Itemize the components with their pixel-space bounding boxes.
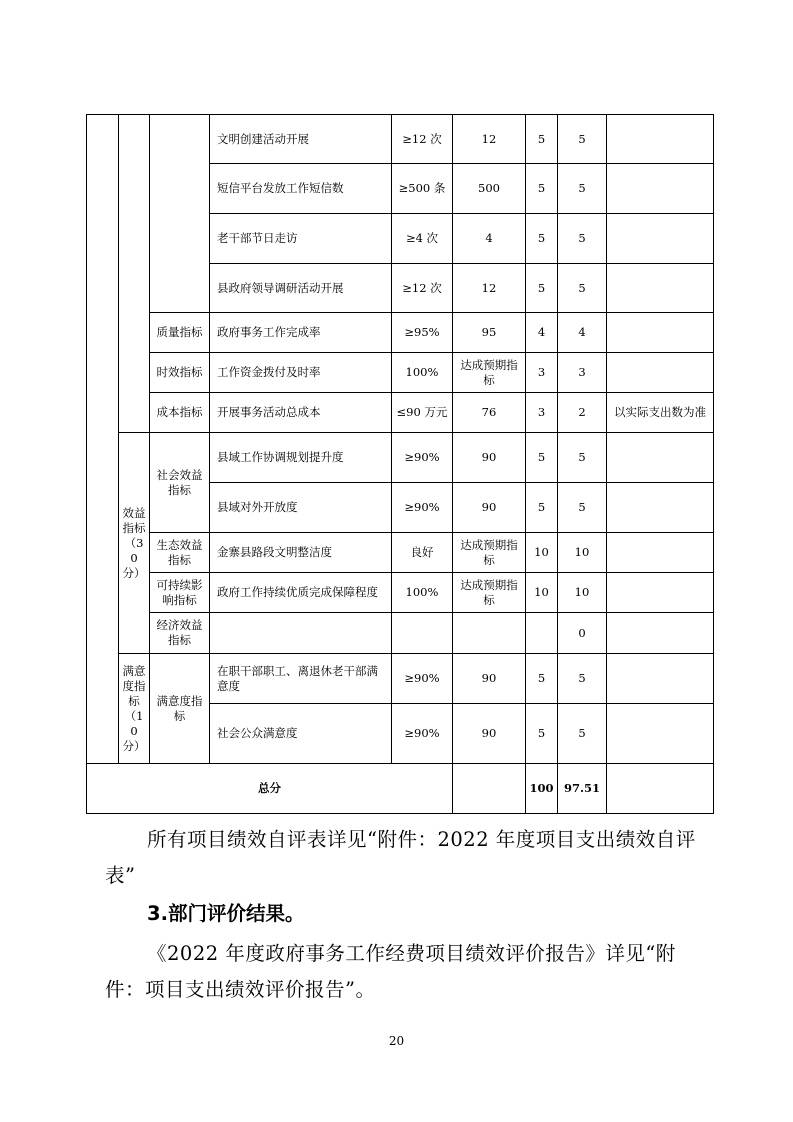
table-row (87, 654, 714, 704)
indicator-cell: 县域对外开放度 (210, 483, 392, 533)
section-heading: 3.部门评价结果。 (147, 902, 305, 925)
score-cell: 5 (558, 164, 607, 214)
table-row (87, 533, 714, 573)
indicator-cell: 工作资金拨付及时率 (210, 353, 392, 393)
target-cell (392, 613, 453, 654)
total-label: 总分 (87, 764, 453, 814)
satisfaction-group-cell: 满意度指标（10分） (119, 654, 150, 764)
target-cell: ≥90% (392, 433, 453, 483)
benefit-group-cell: 效益指标（30分） (119, 433, 150, 654)
sub-indicator-cell: 社会效益指标 (150, 433, 210, 533)
performance-table (86, 114, 714, 814)
remark-cell (607, 533, 714, 573)
total-remark-cell (607, 764, 714, 814)
remark-cell (607, 164, 714, 214)
remark-cell (607, 613, 714, 654)
target-cell: ≥12 次 (392, 115, 453, 164)
actual-cell: 76 (453, 393, 526, 433)
score-cell: 5 (558, 214, 607, 264)
indicator-cell: 县政府领导调研活动开展 (210, 264, 392, 313)
score-cell: 0 (558, 613, 607, 654)
paragraph-appendix-note (105, 822, 705, 894)
actual-cell: 90 (453, 483, 526, 533)
score-cell: 10 (558, 533, 607, 573)
weight-cell: 3 (526, 353, 558, 393)
remark-cell (607, 704, 714, 764)
weight-cell: 5 (526, 115, 558, 164)
indicator-cell (210, 613, 392, 654)
sub-indicator-cell: 成本指标 (150, 393, 210, 433)
actual-cell: 90 (453, 654, 526, 704)
remark-cell (607, 313, 714, 353)
total-actual-cell (453, 764, 526, 814)
weight-cell: 5 (526, 704, 558, 764)
paragraph-report-note (105, 936, 705, 1008)
sub-indicator-cell: 可持续影响指标 (150, 573, 210, 613)
actual-cell: 12 (453, 264, 526, 313)
sub-indicator-cell: 满意度指标 (150, 654, 210, 764)
score-cell: 5 (558, 654, 607, 704)
target-cell: ≥500 条 (392, 164, 453, 214)
sub-indicator-cell (150, 115, 210, 313)
paragraph-text: 所有项目绩效自评表详见“附件：2022 年度项目支出绩效自评表” (105, 828, 696, 887)
indicator-cell: 短信平台发放工作短信数 (210, 164, 392, 214)
table-row (87, 613, 714, 654)
weight-cell: 5 (526, 654, 558, 704)
indicator-cell: 开展事务活动总成本 (210, 393, 392, 433)
indicator-cell: 老干部节日走访 (210, 214, 392, 264)
target-cell: ≥90% (392, 654, 453, 704)
table-row (87, 313, 714, 353)
score-cell: 5 (558, 704, 607, 764)
target-cell: ≤90 万元 (392, 393, 453, 433)
table-row (87, 353, 714, 393)
level1-cell (87, 115, 119, 764)
actual-cell: 90 (453, 433, 526, 483)
remark-cell (607, 214, 714, 264)
sub-indicator-cell: 时效指标 (150, 353, 210, 393)
actual-cell: 达成预期指标 (453, 353, 526, 393)
score-cell: 4 (558, 313, 607, 353)
total-score: 97.51 (558, 764, 607, 814)
actual-cell: 达成预期指标 (453, 573, 526, 613)
score-cell: 3 (558, 353, 607, 393)
target-cell: ≥4 次 (392, 214, 453, 264)
table-row (87, 115, 714, 164)
table-row (87, 433, 714, 483)
total-row (87, 764, 714, 814)
total-weight: 100 (526, 764, 558, 814)
indicator-cell: 政府工作持续优质完成保障程度 (210, 573, 392, 613)
target-cell: ≥95% (392, 313, 453, 353)
indicator-cell: 社会公众满意度 (210, 704, 392, 764)
remark-cell: 以实际支出数为准 (607, 393, 714, 433)
score-cell: 10 (558, 573, 607, 613)
score-cell: 5 (558, 483, 607, 533)
score-cell: 5 (558, 264, 607, 313)
remark-cell (607, 115, 714, 164)
weight-cell: 5 (526, 483, 558, 533)
actual-cell: 500 (453, 164, 526, 214)
score-cell: 2 (558, 393, 607, 433)
actual-cell: 95 (453, 313, 526, 353)
remark-cell (607, 264, 714, 313)
indicator-cell: 县域工作协调规划提升度 (210, 433, 392, 483)
weight-cell: 5 (526, 164, 558, 214)
target-cell: 100% (392, 573, 453, 613)
weight-cell: 10 (526, 533, 558, 573)
indicator-cell: 文明创建活动开展 (210, 115, 392, 164)
sub-indicator-cell: 生态效益指标 (150, 533, 210, 573)
actual-cell: 达成预期指标 (453, 533, 526, 573)
remark-cell (607, 483, 714, 533)
table-row (87, 393, 714, 433)
remark-cell (607, 573, 714, 613)
indicator-cell: 金寨县路段文明整洁度 (210, 533, 392, 573)
paragraph-text: 《2022 年度政府事务工作经费项目绩效评价报告》详见“附件：项目支出绩效评价报告”。 (105, 942, 676, 1001)
remark-cell (607, 433, 714, 483)
table-row (87, 573, 714, 613)
target-cell: ≥90% (392, 704, 453, 764)
sub-indicator-cell: 质量指标 (150, 313, 210, 353)
actual-cell: 4 (453, 214, 526, 264)
indicator-cell: 在职干部职工、离退休老干部满意度 (210, 654, 392, 704)
target-cell: 良好 (392, 533, 453, 573)
weight-cell (526, 613, 558, 654)
level2-cell (119, 115, 150, 433)
weight-cell: 5 (526, 264, 558, 313)
page-number: 20 (388, 1034, 405, 1048)
target-cell: ≥12 次 (392, 264, 453, 313)
target-cell: ≥90% (392, 483, 453, 533)
actual-cell: 90 (453, 704, 526, 764)
target-cell: 100% (392, 353, 453, 393)
weight-cell: 5 (526, 214, 558, 264)
weight-cell: 5 (526, 433, 558, 483)
indicator-cell: 政府事务工作完成率 (210, 313, 392, 353)
actual-cell (453, 613, 526, 654)
sub-indicator-cell: 经济效益指标 (150, 613, 210, 654)
remark-cell (607, 654, 714, 704)
score-cell: 5 (558, 115, 607, 164)
weight-cell: 10 (526, 573, 558, 613)
score-cell: 5 (558, 433, 607, 483)
actual-cell: 12 (453, 115, 526, 164)
weight-cell: 4 (526, 313, 558, 353)
weight-cell: 3 (526, 393, 558, 433)
remark-cell (607, 353, 714, 393)
